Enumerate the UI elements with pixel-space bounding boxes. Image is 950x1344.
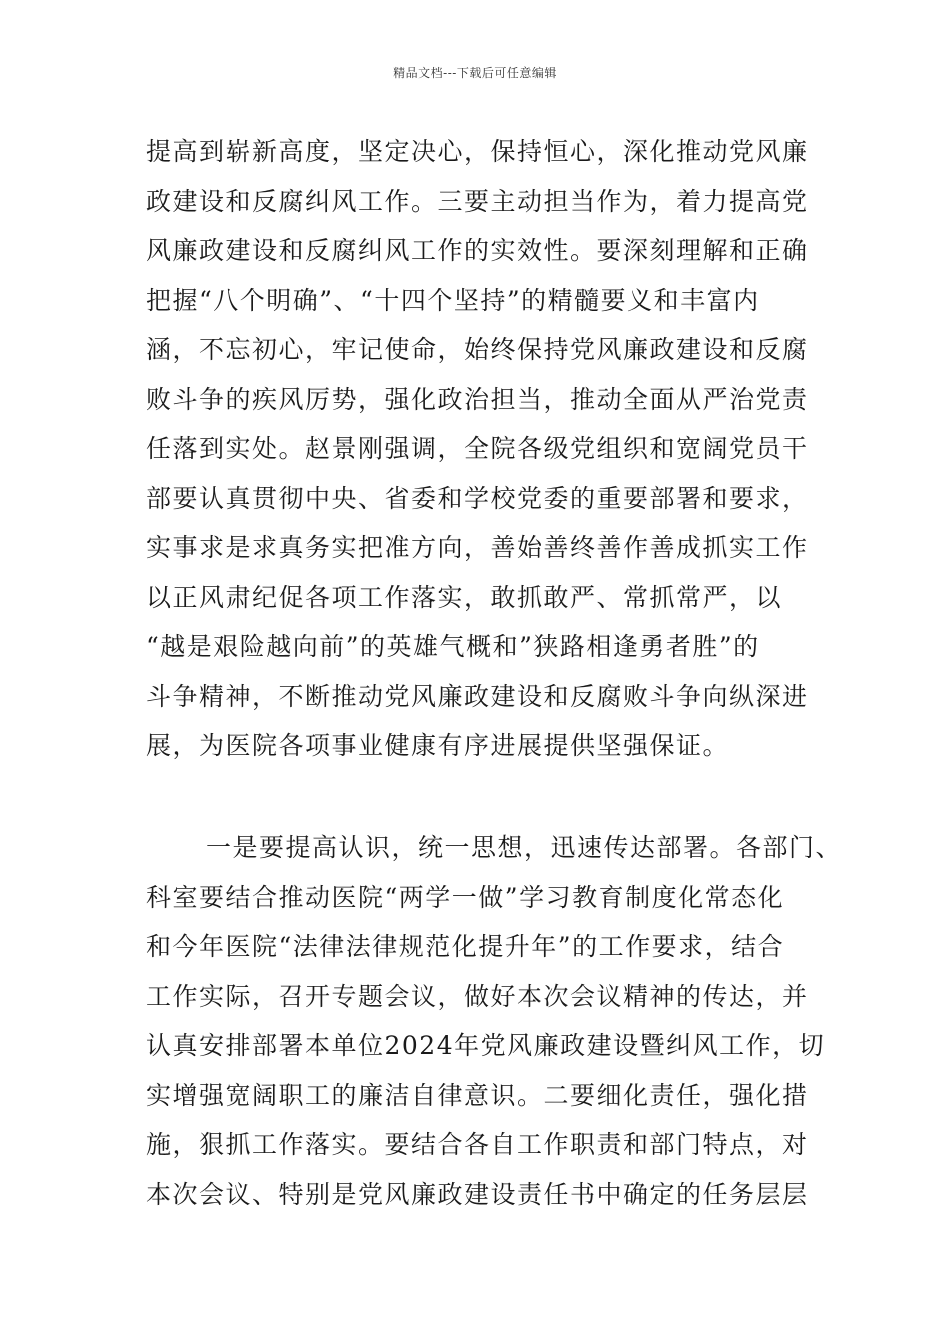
text-line: 风廉政建设和反腐纠风工作的实效性。要深刻理解和正确 <box>146 236 809 265</box>
text-line: 和今年医院“法律法律规范化提升年”的工作要求，结合 <box>146 932 785 961</box>
text-line: 实事求是求真务实把准方向，善始善终善作善成抓实工作 <box>146 533 809 562</box>
text-line: 涵，不忘初心，牢记使命，始终保持党风廉政建设和反腐 <box>146 335 809 364</box>
text-line: 一是要提高认识，统一思想，迅速传达部署。各部门、 <box>206 833 843 862</box>
text-line: 展，为医院各项事业健康有序进展提供坚强保证。 <box>146 731 730 760</box>
text-line: 本次会议、特别是党风廉政建设责任书中确定的任务层层 <box>146 1179 809 1209</box>
paragraph-1 <box>146 127 816 771</box>
text-line: 科室要结合推动医院“两学一做”学习教育制度化常态化 <box>146 882 785 912</box>
text-line: 任落到实处。赵景刚强调，全院各级党组织和宽阔党员干 <box>146 434 809 463</box>
text-line: 认真安排部署本单位2024年党风廉政建设暨纠风工作，切 <box>146 1031 826 1060</box>
text-line: 提高到崭新高度，坚定决心，保持恒心，深化推动党风廉 <box>146 137 809 166</box>
text-line: 败斗争的疾风厉势，强化政治担当，推动全面从严治党责 <box>146 384 809 414</box>
text-line: 工作实际，召开专题会议，做好本次会议精神的传达，并 <box>146 981 809 1011</box>
text-line: 部要认真贯彻中央、省委和学校党委的重要部署和要求， <box>146 483 809 513</box>
text-line: 实增强宽阔职工的廉洁自律意识。二要细化责任，强化措 <box>146 1080 809 1110</box>
text-line: 把握“八个明确”、“十四个坚持”的精髓要义和丰富内 <box>146 285 760 315</box>
text-line: 斗争精神，不断推动党风廉政建设和反腐败斗争向纵深进 <box>146 681 809 711</box>
page-header: 精品文档---下载后可任意编辑 <box>393 66 557 80</box>
text-line: 以正风肃纪促各项工作落实，敢抓敢严、常抓常严，以 <box>146 582 783 612</box>
text-line: 政建设和反腐纠风工作。三要主动担当作为，着力提高党 <box>146 186 809 216</box>
paragraph-2 <box>146 823 843 1219</box>
text-line: 施，狠抓工作落实。要结合各自工作职责和部门特点，对 <box>146 1130 809 1159</box>
text-line: “越是艰险越向前”的英雄气概和”狭路相逢勇者胜”的 <box>146 632 760 661</box>
